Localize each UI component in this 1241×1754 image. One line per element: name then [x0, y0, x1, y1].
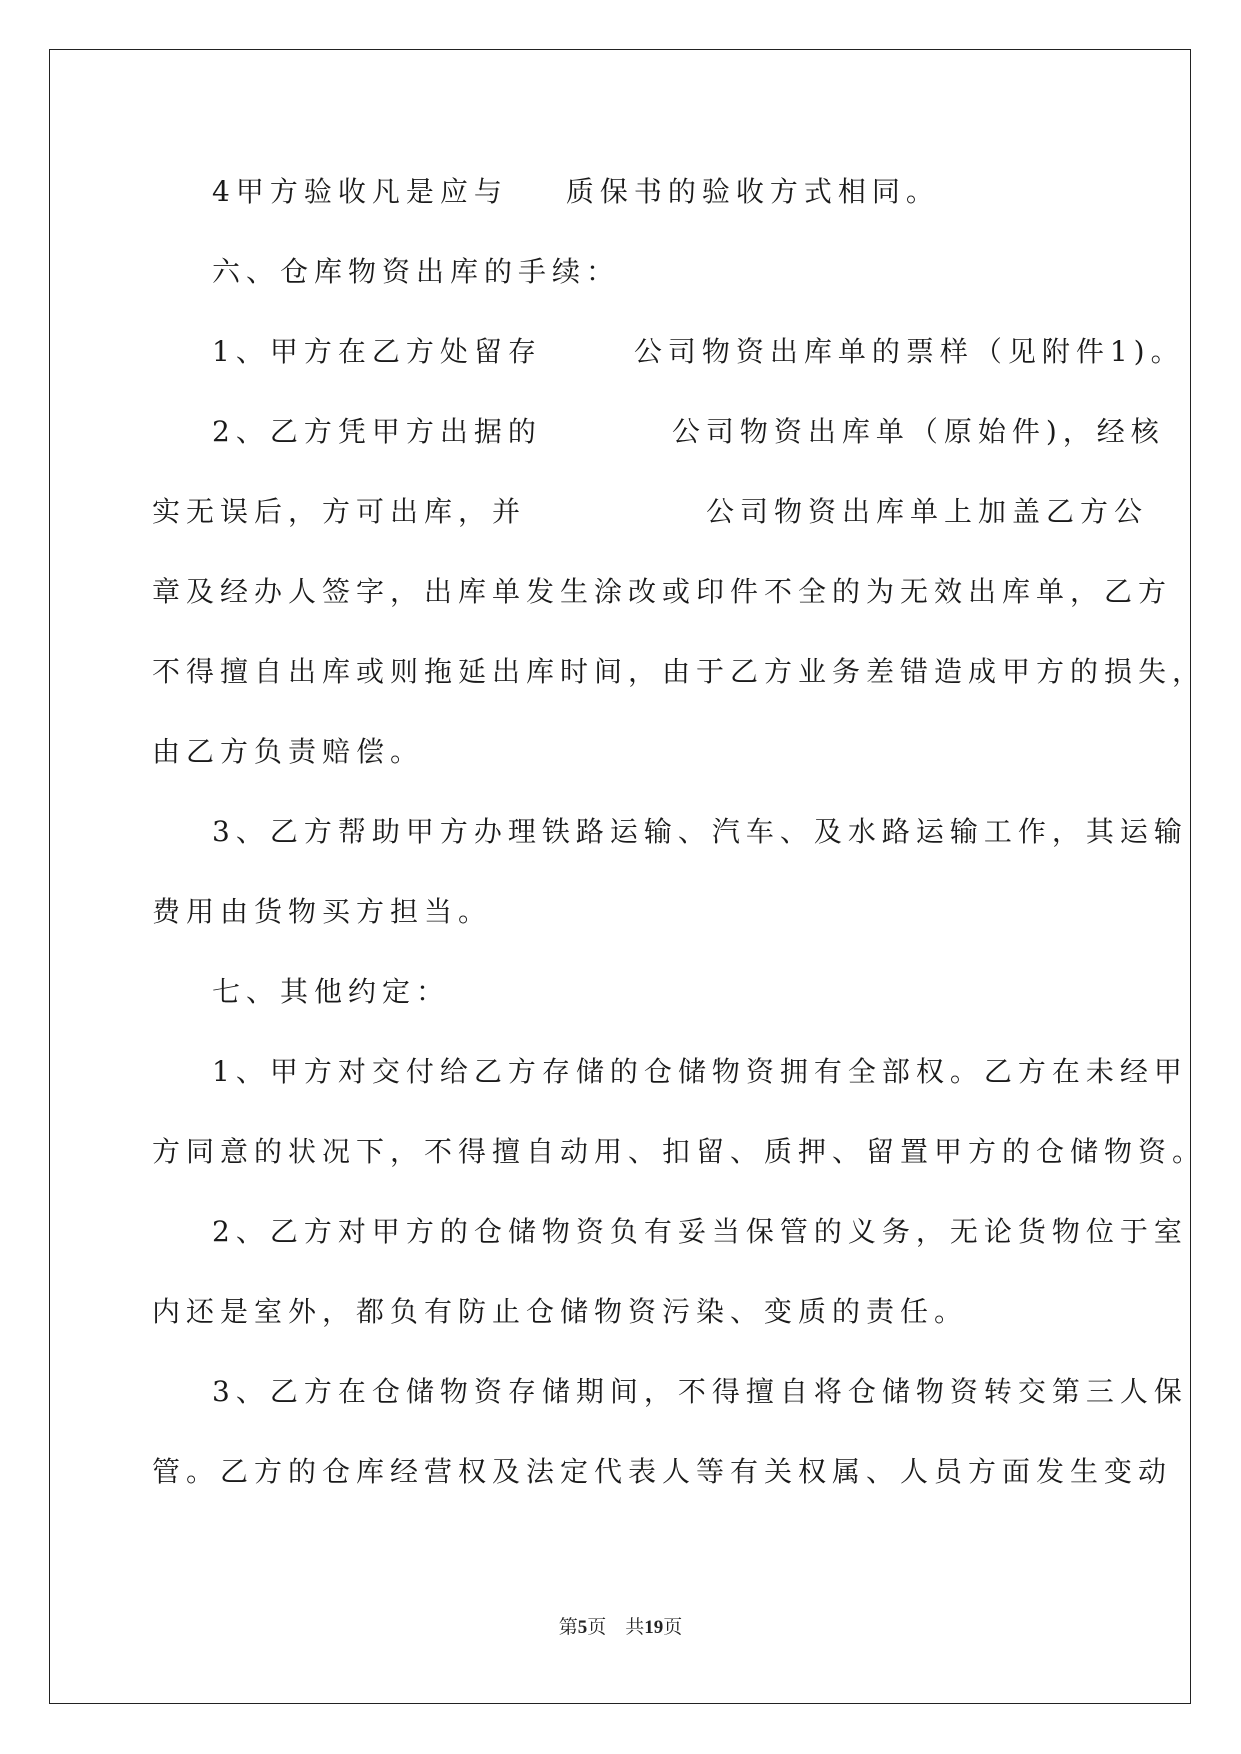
- paragraph-line: [212, 412, 1165, 452]
- text-segment: 2、乙方凭甲方出据的: [212, 415, 542, 448]
- text-segment: 章及经办人签字，出库单发生涂改或印件不全的为无效出库单，乙方: [152, 575, 1173, 608]
- section-heading: [212, 972, 450, 1012]
- text-segment: 质保书的验收方式相同。: [565, 175, 940, 208]
- paragraph-line: [212, 1052, 1188, 1092]
- paragraph-line: [212, 1212, 1188, 1252]
- text-segment: 费用由货物买方担当。: [152, 895, 493, 928]
- text-segment: 2、乙方对甲方的仓储物资负有妥当保管的义务，无论货物位于室: [212, 1215, 1188, 1248]
- text-segment: 内还是室外，都负有防止仓储物资污染、变质的责任。: [152, 1295, 969, 1328]
- paragraph-line: [152, 492, 1148, 532]
- page-prefix: 第: [558, 1617, 578, 1638]
- text-segment: 公司物资出库单上加盖乙方公: [706, 495, 1149, 528]
- section-heading: [212, 252, 620, 292]
- paragraph-line: [212, 1372, 1188, 1412]
- text-segment: 实无误后，方可出库，并: [152, 495, 527, 528]
- text-segment: 4甲方验收凡是应与: [212, 175, 508, 208]
- paragraph-line: [152, 892, 492, 932]
- text-segment: 方同意的状况下，不得擅自动用、扣留、质押、留置甲方的仓储物资。: [152, 1135, 1207, 1168]
- paragraph-line: [152, 572, 1172, 612]
- total-pages: 19: [644, 1617, 664, 1638]
- page-number: 5: [577, 1617, 588, 1638]
- total-suffix: 页: [663, 1617, 683, 1638]
- text-segment: 公司物资出库单的票样（见附件1)。: [633, 335, 1185, 368]
- page-footer: [0, 1612, 1241, 1639]
- paragraph-line: [152, 1452, 1172, 1492]
- text-segment: 七、其他约定：: [212, 975, 451, 1008]
- text-segment: 1、甲方在乙方处留存: [212, 335, 542, 368]
- paragraph-line: [152, 1292, 968, 1332]
- paragraph-line: [152, 652, 1206, 692]
- text-segment: 3、乙方帮助甲方办理铁路运输、汽车、及水路运输工作，其运输: [212, 815, 1188, 848]
- text-segment: 由乙方负责赔偿。: [152, 735, 425, 768]
- paragraph-line: [212, 172, 940, 212]
- paragraph-line: [212, 812, 1188, 852]
- paragraph-line: [152, 1132, 1206, 1172]
- page-suffix: 页: [587, 1617, 607, 1638]
- text-segment: 不得擅自出库或则拖延出库时间，由于乙方业务差错造成甲方的损失，: [152, 655, 1207, 688]
- text-segment: 公司物资出库单（原始件)，经核: [671, 415, 1165, 448]
- paragraph-line: [152, 732, 424, 772]
- text-segment: 1、甲方对交付给乙方存储的仓储物资拥有全部权。乙方在未经甲: [212, 1055, 1188, 1088]
- text-segment: 六、仓库物资出库的手续：: [212, 255, 621, 288]
- paragraph-line: [212, 332, 1185, 372]
- text-segment: 3、乙方在仓储物资存储期间，不得擅自将仓储物资转交第三人保: [212, 1375, 1188, 1408]
- text-segment: 管。乙方的仓库经营权及法定代表人等有关权属、人员方面发生变动: [152, 1455, 1173, 1488]
- total-prefix: 共: [625, 1617, 645, 1638]
